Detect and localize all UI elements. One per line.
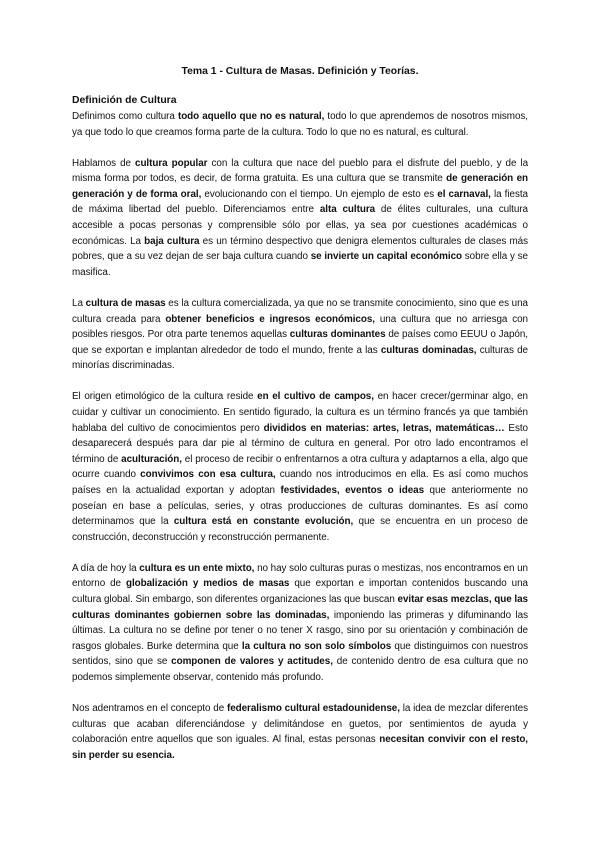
paragraph-4 — [72, 389, 528, 545]
bold-phrase: evitar esas mezclas, que las culturas dominantes gobiernen sobre las dominadas, — [72, 594, 528, 621]
bold-phrase: necesitan convivir con el resto, sin perder su esencia. — [72, 734, 528, 761]
bold-phrase: convivimos con esa cultura, — [140, 469, 276, 481]
text-run: todo lo que aprendemos de nosotros mismos, ya que todo lo que creamos forma parte de la cultura. Todo lo que no es natural, es cultural. — [72, 111, 528, 138]
text-run: culturas de minorías discriminadas. — [72, 344, 528, 372]
text-run: de contenido dentro de esa cultura que no podemos simplemente observar, contenido más profundo. — [72, 656, 529, 683]
bold-phrase: culturas dominantes — [289, 329, 386, 341]
bold-phrase: componen de valores y actitudes, — [171, 656, 333, 668]
text-run: El origen etimológico de la cultura reside — [72, 391, 258, 403]
bold-phrase: todo aquello que no es natural, — [177, 111, 325, 122]
bold-phrase: cultura es un ente mixto, — [139, 562, 255, 574]
text-run: A día de hoy la — [72, 562, 140, 574]
text-run: una cultura que no arriesga con posibles riesgos. Por otra parte tenemos aquellas — [72, 313, 528, 341]
text-run: que distinguimos con nuestros sentidos, sino que se — [72, 640, 528, 668]
text-run: Nos adentramos en el concepto de — [72, 703, 227, 715]
bold-phrase: globalización y medios de masas — [125, 578, 290, 590]
bold-phrase: cultura de masas — [85, 297, 166, 309]
text-run: la idea de mezclar diferentes culturas que acaban diferenciándose y delimitándose en guetos, por sentimientos de ayuda y colaboración entre aquellos que son iguales. Al final, estas personas — [72, 703, 528, 746]
section-heading: Definición de Cultura — [72, 95, 177, 106]
bold-phrase: la cultura no son solo símbolos — [241, 640, 392, 652]
bold-phrase: baja cultura — [144, 235, 200, 247]
text-run: cuando nos introducimos en ella. Es así como muchos países en la actualidad exportan y adoptan — [72, 469, 528, 496]
text-run: Hablamos de — [72, 157, 135, 169]
bold-phrase: festividades, eventos o ideas — [280, 484, 425, 496]
text-run: Esto desaparecerá después para dar pie al término de cultura en general. Por otro lado encontramos el término de — [72, 422, 528, 465]
text-run: el proceso de recibir o enfrentarnos a otra cultura y adaptarnos a ella, algo que ocurre cuando — [72, 453, 528, 481]
bold-phrase: aculturación, — [121, 453, 182, 465]
bold-phrase: se invierte un capital económico — [310, 251, 463, 263]
text-run: la fiesta de máxima libertad del pueblo. Diferenciamos entre — [72, 188, 528, 216]
bold-phrase: obtener beneficios e ingresos económicos, — [165, 313, 375, 325]
text-run: sobre ella y se masifica. — [72, 251, 528, 278]
text-run: es la cultura comercializada, ya que no se transmite conocimiento, sino que es una cultura creada para — [72, 297, 529, 325]
text-run: que se encuentra en un proceso de construcción, deconstrucción y reconstrucción permanente. — [72, 516, 528, 543]
paragraph-1 — [72, 109, 528, 140]
paragraph-3 — [72, 296, 528, 374]
bold-phrase: culturas dominadas, — [380, 344, 477, 356]
bold-phrase: federalismo cultural estadounidense, — [226, 703, 400, 715]
text-run: que exportan e importan contenidos buscando una cultura global. Sin embargo, son diferentes organizaciones las que buscan — [72, 578, 528, 606]
bold-phrase: alta cultura — [319, 204, 376, 216]
text-run: en hacer crecer/germinar algo, en cuidar y cultivar un conocimiento. En sentido figurado, la cultura es un término francés ya que también hablaba del cultivo de conocimientos pero — [72, 391, 528, 434]
bold-phrase: divididos en materias: artes, letras, matemáticas… — [263, 422, 505, 434]
bold-phrase: cultura popular — [135, 157, 208, 169]
bold-phrase: en el cultivo de campos, — [257, 391, 374, 403]
text-run: no hay solo culturas puras o mestizas, nos encontramos en un entorno de — [72, 562, 528, 590]
text-run: de élites culturales, una cultura accesible a pocas personas y comprensible sólo por ellas, ya sea por cuestiones académicas o económicas. La — [72, 204, 528, 247]
text-run: Definimos como cultura — [72, 111, 178, 122]
paragraph-5 — [72, 561, 528, 686]
text-run: es un término despectivo que denigra elementos culturales de clases más pobres, que a su vez dejan de ser baja cultura cuando — [72, 235, 528, 263]
text-run: que anteriormente no poseían en base a películas, series, y otras producciones de culturas dominantes. Es así como determinamos que la — [72, 484, 528, 528]
text-run: evolucionando con el tiempo. Un ejemplo de esto es — [201, 188, 438, 200]
text-run: de países como EEUU o Japón, que se exportan e implantan alrededor de todo el mundo, frente a las — [72, 329, 528, 356]
bold-phrase: el carnaval, — [437, 188, 491, 200]
document-title: Tema 1 - Cultura de Masas. Definición y Teorías. — [181, 66, 419, 77]
text-run: La — [72, 297, 86, 309]
text-run: imponiendo las primeras y difuminando las últimas. La cultura no se define por tener o no tener X rasgo, sino por su orientación y combinación de rasgos globales. Burke determina que — [72, 609, 528, 652]
bold-phrase: de generación en generación y de forma oral, — [72, 173, 528, 200]
paragraph-6 — [72, 701, 528, 763]
paragraph-2 — [72, 156, 528, 281]
bold-phrase: cultura está en constante evolución, — [173, 516, 354, 528]
text-run: con la cultura que nace del pueblo para el disfrute del pueblo, y de la misma forma por todos, es decir, de forma gratuita. Es una cultura que se transmite — [72, 157, 529, 185]
body-text — [72, 109, 528, 763]
